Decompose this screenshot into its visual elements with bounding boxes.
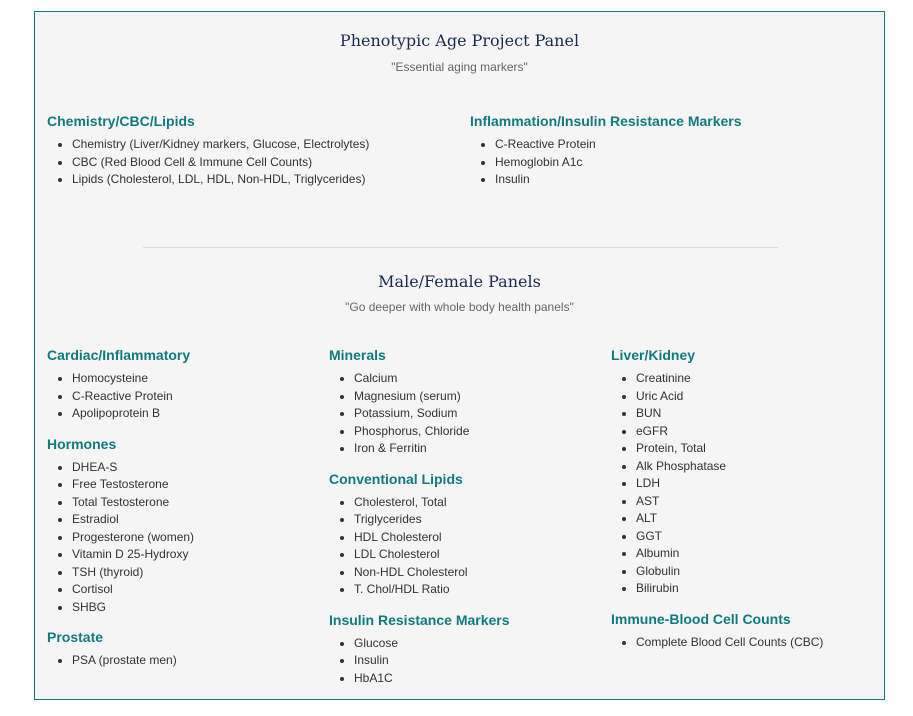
list-item: • Creatinine bbox=[636, 370, 881, 388]
list-item: • Bilirubin bbox=[636, 580, 881, 598]
group-heading: Cardiac/Inflammatory bbox=[47, 347, 191, 363]
group-list bbox=[47, 136, 447, 189]
list-item: • eGFR bbox=[636, 423, 881, 441]
list-item: • Globulin bbox=[636, 563, 881, 581]
list-item: • Phosphorus, Chloride bbox=[354, 423, 599, 441]
panel-column-3 bbox=[611, 346, 881, 663]
list-item: • BUN bbox=[636, 405, 881, 423]
list-item: • GGT bbox=[636, 528, 881, 546]
group-heading: Prostate bbox=[47, 629, 104, 645]
group-list bbox=[47, 459, 317, 617]
list-item: • SHBG bbox=[72, 599, 317, 617]
list-item: • Potassium, Sodium bbox=[354, 405, 599, 423]
list-item: • ALT bbox=[636, 510, 881, 528]
list-item: • Total Testosterone bbox=[72, 494, 317, 512]
list-item: • Albumin bbox=[636, 545, 881, 563]
list-item: • Estradiol bbox=[72, 511, 317, 529]
list-item: • Cholesterol, Total bbox=[354, 494, 599, 512]
list-item: • DHEA-S bbox=[72, 459, 317, 477]
section1-title: Phenotypic Age Project Panel bbox=[339, 31, 580, 50]
list-item: • Complete Blood Cell Counts (CBC) bbox=[636, 634, 881, 652]
list-item: • Protein, Total bbox=[636, 440, 881, 458]
list-item: • HbA1C bbox=[354, 670, 599, 688]
list-item: • Free Testosterone bbox=[72, 476, 317, 494]
section1-subtitle: "Essential aging markers" bbox=[391, 60, 528, 74]
group-heading: Inflammation/Insulin Resistance Markers bbox=[470, 113, 742, 129]
panel-column-2 bbox=[329, 346, 599, 699]
list-item: • Hemoglobin A1c bbox=[495, 154, 870, 172]
list-item: • TSH (thyroid) bbox=[72, 564, 317, 582]
list-item: • Progesterone (women) bbox=[72, 529, 317, 547]
group-list bbox=[329, 635, 599, 688]
list-item: • Iron & Ferritin bbox=[354, 440, 599, 458]
group-list bbox=[47, 370, 317, 423]
list-item: • Insulin bbox=[354, 652, 599, 670]
list-item: • C-Reactive Protein bbox=[72, 388, 317, 406]
group-heading: Immune-Blood Cell Counts bbox=[611, 610, 791, 627]
section2-title: Male/Female Panels bbox=[378, 272, 541, 291]
group-list bbox=[611, 370, 881, 598]
group-heading: Minerals bbox=[329, 347, 386, 363]
list-item: • LDL Cholesterol bbox=[354, 546, 599, 564]
list-item: • LDH bbox=[636, 475, 881, 493]
list-item: • T. Chol/HDL Ratio bbox=[354, 581, 599, 599]
list-item: • Non-HDL Cholesterol bbox=[354, 564, 599, 582]
list-item: • Triglycerides bbox=[354, 511, 599, 529]
panel-column-1 bbox=[47, 346, 317, 682]
list-item: • Apolipoprotein B bbox=[72, 405, 317, 423]
group-list bbox=[329, 370, 599, 458]
list-item: • Magnesium (serum) bbox=[354, 388, 599, 406]
list-item: • Lipids (Cholesterol, LDL, HDL, Non-HDL, Triglycerides) bbox=[72, 171, 447, 189]
section2-subtitle: "Go deeper with whole body health panels" bbox=[345, 300, 574, 314]
list-item: • HDL Cholesterol bbox=[354, 529, 599, 547]
list-item: • C-Reactive Protein bbox=[495, 136, 870, 154]
group-list bbox=[470, 136, 870, 189]
list-item: • Insulin bbox=[495, 171, 870, 189]
group-list bbox=[329, 494, 599, 599]
panel-container bbox=[34, 11, 885, 700]
list-item: • Homocysteine bbox=[72, 370, 317, 388]
group-heading: Hormones bbox=[47, 435, 117, 452]
group-list bbox=[611, 634, 881, 652]
list-item: • Vitamin D 25-Hydroxy bbox=[72, 546, 317, 564]
list-item: • PSA (prostate men) bbox=[72, 652, 317, 670]
group-heading: Insulin Resistance Markers bbox=[329, 611, 510, 628]
group-heading: Liver/Kidney bbox=[611, 347, 696, 363]
list-item: • CBC (Red Blood Cell & Immune Cell Counts) bbox=[72, 154, 447, 172]
list-item: • Alk Phosphatase bbox=[636, 458, 881, 476]
list-item: • Uric Acid bbox=[636, 388, 881, 406]
group-heading: Chemistry/CBC/Lipids bbox=[47, 113, 195, 129]
section1-group-chemistry bbox=[47, 112, 447, 201]
list-item: • AST bbox=[636, 493, 881, 511]
list-item: • Chemistry (Liver/Kidney markers, Glucose, Electrolytes) bbox=[72, 136, 447, 154]
section1-group-inflammation bbox=[470, 112, 870, 201]
list-item: • Cortisol bbox=[72, 581, 317, 599]
list-item: • Calcium bbox=[354, 370, 599, 388]
list-item: • Glucose bbox=[354, 635, 599, 653]
group-heading: Conventional Lipids bbox=[329, 470, 463, 487]
section-divider bbox=[143, 247, 778, 248]
group-list bbox=[47, 652, 317, 670]
